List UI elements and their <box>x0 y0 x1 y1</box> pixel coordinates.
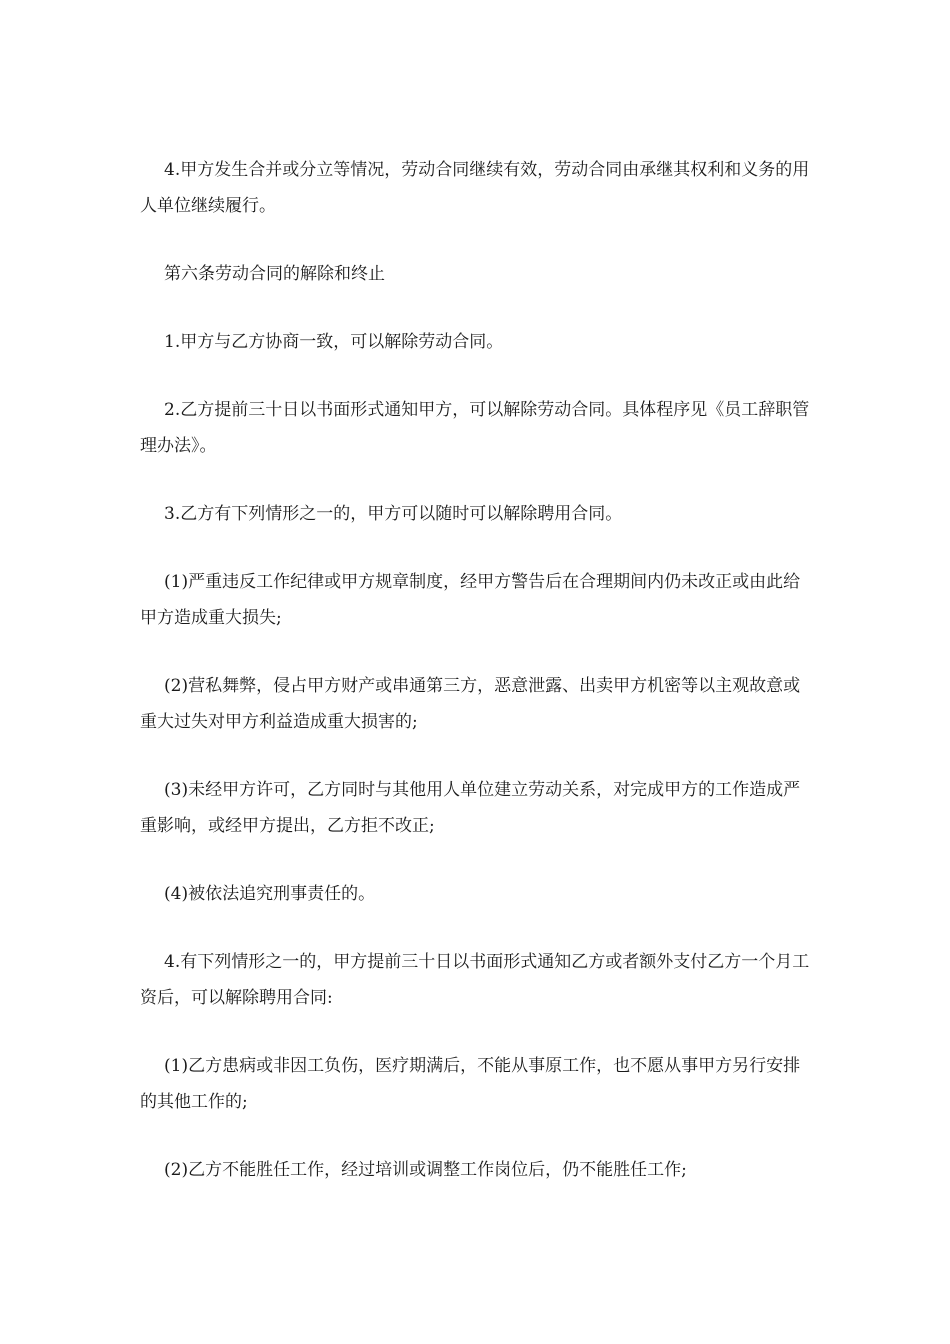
document-body <box>140 152 810 1220</box>
paragraph-4-merger: 4.甲方发生合并或分立等情况，劳动合同继续有效，劳动合同由承继其权利和义务的用人单位继续履行。 <box>140 160 810 216</box>
clause-4-1: (1)乙方患病或非因工负伤，医疗期满后，不能从事原工作，也不愿从事甲方另行安排的其他工作的; <box>140 1056 801 1112</box>
clause-4-2: (2)乙方不能胜任工作，经过培训或调整工作岗位后，仍不能胜任工作; <box>164 1160 687 1180</box>
clause-3-4: (4)被依法追究刑事责任的。 <box>164 884 376 904</box>
paragraph-3-conditions: 3.乙方有下列情形之一的，甲方可以随时可以解除聘用合同。 <box>164 504 623 524</box>
paragraph-1-mutual: 1.甲方与乙方协商一致，可以解除劳动合同。 <box>164 332 504 352</box>
clause-3-2: (2)营私舞弊，侵占甲方财产或串通第三方，恶意泄露、出卖甲方机密等以主观故意或重大过失对甲方利益造成重大损害的; <box>140 676 801 732</box>
clause-3-3: (3)未经甲方许可，乙方同时与其他用人单位建立劳动关系，对完成甲方的工作造成严重影响，或经甲方提出，乙方拒不改正; <box>140 780 801 836</box>
article-6-heading: 第六条劳动合同的解除和终止 <box>164 264 385 284</box>
paragraph-4-advance-notice: 4.有下列情形之一的，甲方提前三十日以书面形式通知乙方或者额外支付乙方一个月工资后，可以解除聘用合同: <box>140 952 810 1008</box>
clause-3-1: (1)严重违反工作纪律或甲方规章制度，经甲方警告后在合理期间内仍未改正或由此给甲方造成重大损失; <box>140 572 801 628</box>
paragraph-2-notice: 2.乙方提前三十日以书面形式通知甲方，可以解除劳动合同。具体程序见《员工辞职管理办法》。 <box>140 400 810 456</box>
